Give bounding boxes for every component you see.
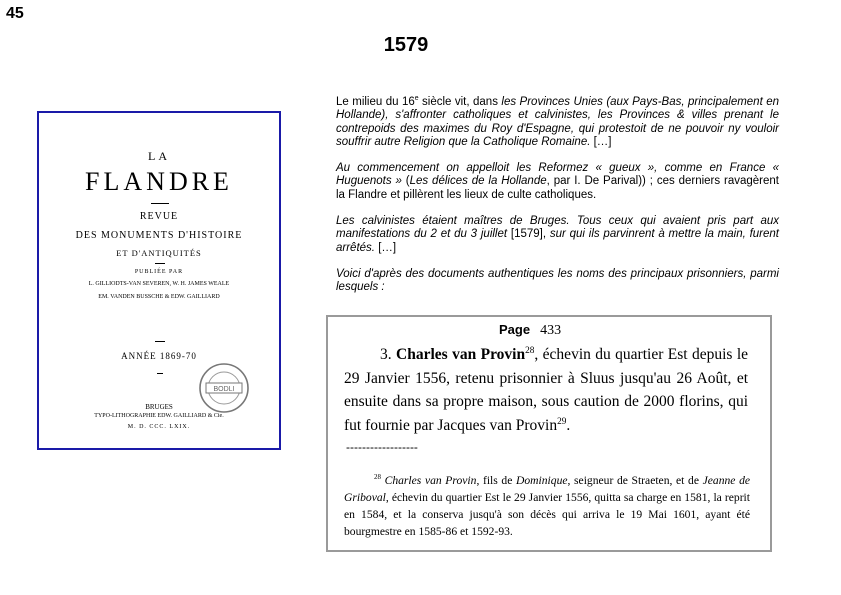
cover-rule (155, 263, 165, 264)
excerpt-main-text (344, 343, 748, 437)
cover-published-by: PUBLIÉE PAR (134, 269, 184, 275)
p3-quote-c: sur qui ils parvinrent à mettre la main, furent arrêtés. (336, 228, 779, 254)
excerpt-name: Charles van Provin (396, 346, 526, 363)
excerpt-page-value: 433 (540, 323, 562, 338)
excerpt-footnote-ref-2: 29 (557, 416, 567, 427)
paragraph-3 (336, 215, 779, 255)
svg-text:BODLI: BODLI (213, 386, 235, 393)
excerpt-separator: ------------------ (346, 440, 418, 454)
cover-year: ANNÉE 1869-70 (121, 351, 197, 361)
book-excerpt-image (326, 315, 772, 552)
cover-subtitle-1: DES MONUMENTS D'HISTOIRE (75, 230, 243, 241)
cover-city: BRUGES (145, 403, 173, 411)
excerpt-body: , échevin du quartier Est depuis le 29 Janvier 1556, retenu prisonnier à Sluus jusqu'au 26 Août, et ensuite dans sa propre maison, sous caution de 2000 florins, qui fut fournie par Jacques van Provin (344, 346, 749, 434)
cover-date: M. D. CCC. LXIX. (127, 424, 191, 430)
cover-authors-2: EM. VANDEN BUSSCHE & EDW. GAILLIARD (98, 294, 220, 300)
cover-rule (151, 203, 169, 204)
p1-text-b: siècle vit, dans (418, 96, 502, 108)
excerpt-footnote (344, 472, 750, 540)
paragraph-4 (336, 268, 779, 295)
excerpt-number: 3. (380, 346, 392, 363)
note-text-b: , seigneur de Straeten, et de (567, 474, 703, 487)
cover-revue: REVUE (139, 211, 179, 222)
paragraph-1 (336, 96, 779, 149)
cover-authors-1: L. GILLIODTS-VAN SEVEREN, W. H. JAMES WEALE (88, 281, 230, 287)
cover-rule (155, 341, 165, 342)
excerpt-page-label: Page (499, 322, 531, 337)
excerpt-footnote-ref: 28 (525, 345, 535, 356)
p1-text-a: Le milieu du 16 (336, 96, 415, 108)
note-text-c: , échevin du quartier Est le 29 Janvier 1556, quitta sa charge en 1581, la reprit en 1584, et la conserva jusqu'à son décès qui arriva le 19 Mai 1601, ayant été bourgmestre en 1585-86 et 1592-93. (344, 491, 750, 538)
note-jeanne: Jeanne de Griboval (344, 474, 751, 504)
page-number: 45 (6, 5, 24, 22)
cover-printer: TYPO-LITHOGRAPHIE EDW. GAILLIARD & Cie. (94, 413, 224, 419)
note-number: 28 (374, 473, 381, 482)
excerpt-end: . (566, 416, 571, 434)
note-text-a: , fils de (476, 474, 516, 487)
p3-year: [1579], (507, 228, 550, 241)
book-cover-image (37, 111, 281, 450)
p1-sup: e (414, 95, 419, 103)
p2-quote: Au commencement on appelloit les Reformez « gueux », comme en France « Huguenots » (336, 162, 779, 188)
p3-ellipsis: […] (375, 241, 397, 254)
p4-quote: Voici d'après des documents authentiques les noms des principaux prisonniers, parmi lesquels : (336, 267, 779, 294)
cover-rule (157, 373, 163, 374)
cover-flandre: FLANDRE (85, 167, 233, 196)
paragraph-2 (336, 162, 779, 202)
cover-subtitle-2: ET D'ANTIQUITÉS (116, 248, 202, 258)
p2-book-title: Les délices de la Hollande (409, 175, 547, 188)
slide-title: 1579 (383, 34, 429, 56)
p1-quote: les Provinces Unies (aux Pays-Bas, principalement en Hollande), s'affronter catholiques et calvinistes, les Provinces & villes prenant le contrepoids des maximes du Roy d'Espagne, qui protestoit de ne pouvoir ny vouloir souffrir autre Religion que la Catholique Romaine. (336, 96, 780, 148)
p3-quote-a: Les calvinistes étaient maîtres de Bruges. Tous ceux qui avaient pris part aux manifestations du 2 et du 3 juillet (336, 215, 779, 241)
cover-la: LA (148, 149, 170, 163)
excerpt-page-header (499, 322, 561, 339)
note-dominique: Dominique (515, 474, 568, 487)
note-name: Charles van Provin (384, 474, 477, 487)
p2-text-d: , par I. De Parival)) ; ces derniers ravagèrent la Flandre et pillèrent les lieux de culte catholiques. (336, 175, 779, 201)
p2-text-b: ( (401, 175, 410, 188)
body-text (336, 96, 779, 308)
p1-ellipsis: […] (590, 135, 612, 148)
